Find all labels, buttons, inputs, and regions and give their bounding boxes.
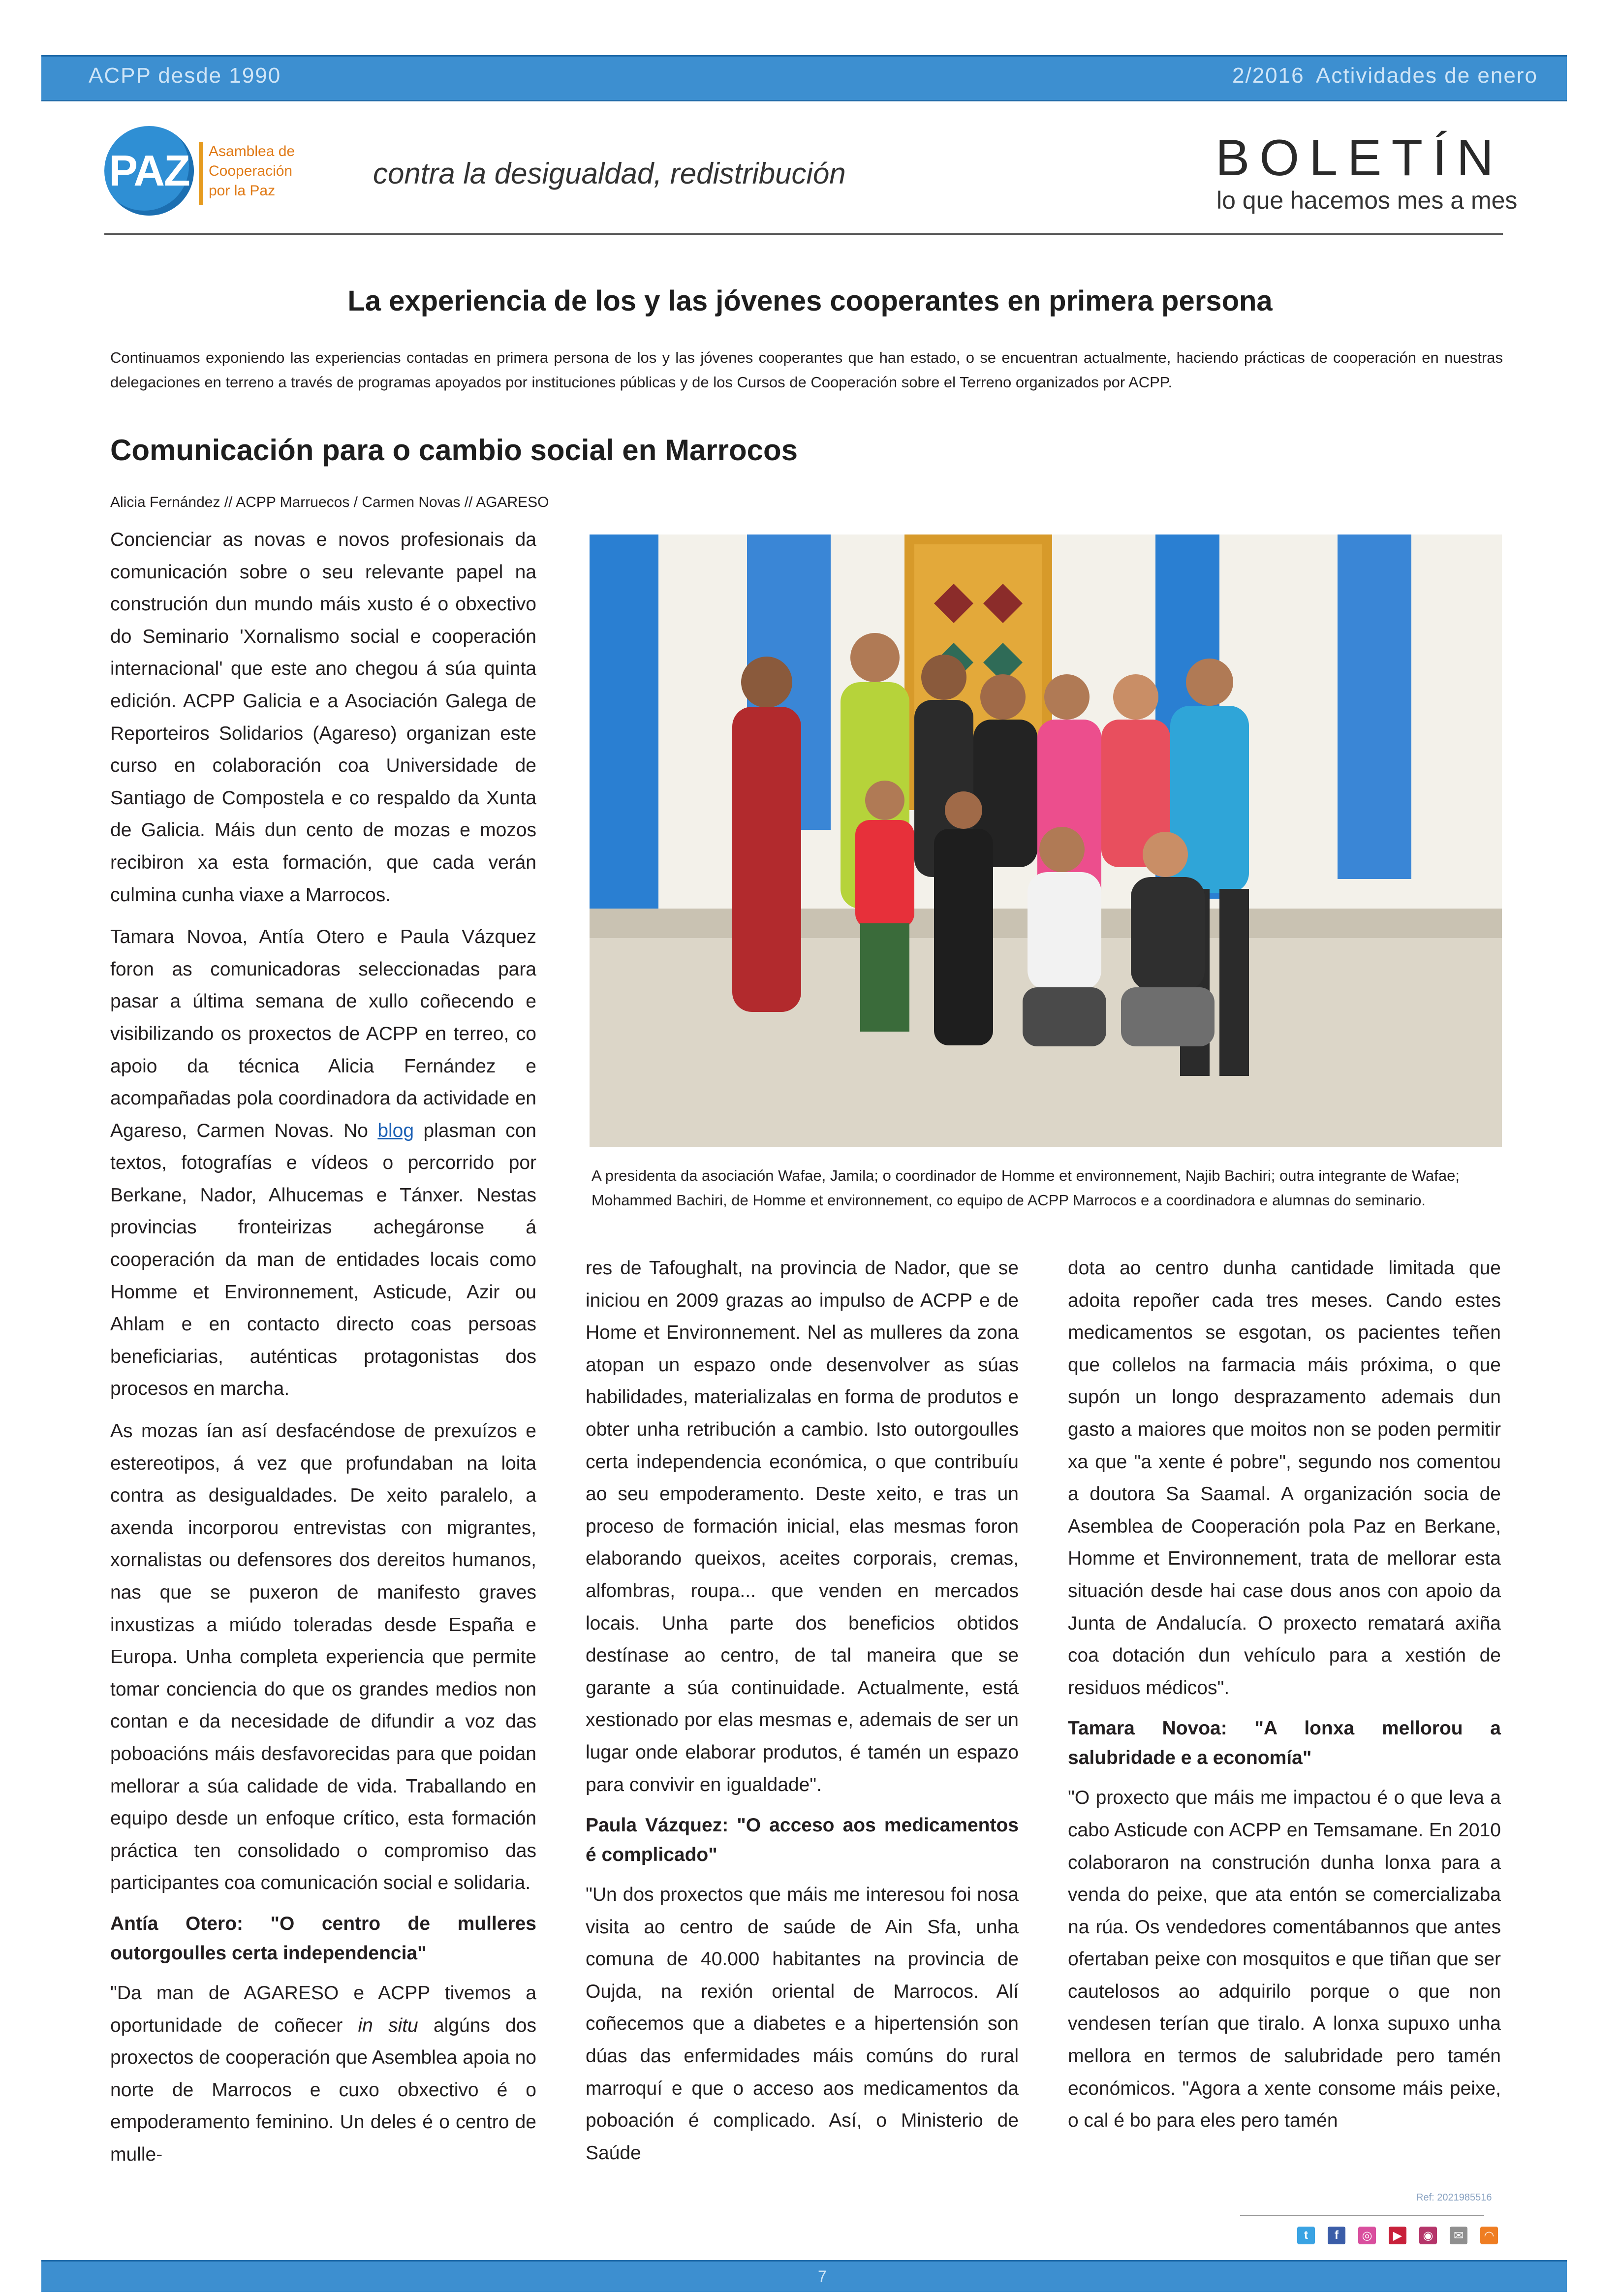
subheading-paula-vazquez: Paula Vázquez: "O acceso aos medicamentos é complicado" (586, 1815, 1019, 1866)
header-tagline: contra la desigualdad, redistribución (373, 157, 846, 190)
intro-paragraph: Continuamos exponiendo las experiencias contadas en primera persona de los y las jóvenes cooperantes que han estado, o se encuentran actualmente, haciendo prácticas de cooperación en nuestras delegaciones en terreno a través de programas apoyados por instituciones públicas y de los Cursos de Cooperación sobre el Terreno organizados por ACPP. (110, 349, 1503, 391)
paz-logo (104, 126, 194, 216)
issue-section: Actividades de enero (1316, 63, 1538, 88)
article-column-3 (1068, 1252, 1501, 2147)
paragraph-text: algúns dos proxectos de cooperación que Asemblea apoia no norte de Marrocos e cuxo obxectivo é o empoderamento feminino. Un deles é o centro de mulle- (110, 2014, 536, 2165)
blog-link[interactable]: blog (377, 1120, 414, 1141)
bottom-banner (41, 2260, 1567, 2292)
italic-term: in situ (358, 2014, 418, 2036)
byline: Alicia Fernández // ACPP Marruecos / Carmen Novas // AGARESO (110, 494, 549, 510)
rss-icon[interactable]: ◠ (1480, 2227, 1498, 2244)
issue-number: 2/2016 (1232, 63, 1305, 88)
paragraph-text: "Da man de AGARESO e ACPP tivemos a oportunidade de coñecer (110, 1982, 536, 2036)
flickr-icon[interactable]: ◎ (1358, 2227, 1376, 2244)
email-icon[interactable]: ✉ (1450, 2227, 1467, 2244)
subheading-antia-otero: Antía Otero: "O centro de mulleres outorgoulles certa independencia" (110, 1913, 536, 1964)
photo-caption: A presidenta da asociación Wafae, Jamila; o coordinador de Homme et environnement, Najib Bachiri; outra integrante de Wafae; Mohammed Bachiri, de Homme et environnement, co equipo de ACPP Marrocos e a coordinadora e alumnas do seminario. (592, 1167, 1460, 1209)
group-photo-illustration (590, 535, 1502, 1147)
paragraph (110, 921, 536, 1405)
paragraph: "O proxecto que máis me impactou é o que leva a cabo Asticude con ACPP en Temsamane. En 2010 colaboraron na construción dunha lonxa para a venda do peixe, que ata entón se comercializaba na rúa. Os vendedores comentábannos que antes ofertaban peixe con mosquitos e que tiñan que ser cautelosos ao adquirilo porque o que non vendesen terían que tiralo. A lonxa supuxo unha mellora en termos de salubridade pero tamén económicos. "Agora a xente consome máis peixe, o cal é bo para eles pero tamén (1068, 1787, 1501, 2132)
logo-line-2: Cooperación (209, 163, 293, 179)
paragraph: Concienciar as novas e novos profesionais da comunicación sobre o seu relevante papel na construción dun mundo máis xusto é o obxectivo do Seminario 'Xornalismo social e cooperación internacional' que este ano chegou á súa quinta edición. ACPP Galicia e a Asociación Galega de Reporteiros Solidarios (Agareso) organizan este curso en colaboración coa Universidade de Santiago de Compostela e co respaldo da Xunta de Galicia. Máis dun cento de mozas e mozos recibiron xa esta formación, que cada verán culmina cunha viaxe a Marrocos. (110, 529, 536, 906)
page-title: La experiencia de los y las jóvenes cooperantes en primera persona (347, 285, 1273, 317)
page-number: 7 (818, 2267, 827, 2285)
footer-divider (1240, 2215, 1484, 2216)
paragraph (110, 1977, 536, 2171)
youtube-icon[interactable]: ▶ (1389, 2227, 1406, 2244)
logo-line-3: por la Paz (209, 183, 276, 199)
facebook-icon[interactable]: f (1328, 2227, 1345, 2244)
instagram-icon[interactable]: ◉ (1419, 2227, 1437, 2244)
logo-line-1: Asamblea de (209, 143, 295, 159)
social-links (1297, 2227, 1498, 2244)
paragraph: res de Tafoughalt, na provincia de Nador, que se iniciou en 2009 grazas ao impulso de ACPP e de Home et Environnement. Nel as mulleres da zona atopan un espazo onde desenvolver as súas habilidades, materializalas en forma de produtos e obter unha retribución a cambio. Isto outorgoulles certa independencia económica, o que contribuíu ao seu empoderamento. Deste xeito, e tras un proceso de formación inicial, elas mesmas foron elaborando queixos, aceites corporais, cremas, alfombras, roupa... que venden en mercados locais. Unha parte dos beneficios obtidos destínase ao centro, de tal maneira que se garante a súa continuidade. Actualmente, está xestionado por elas mesmas e, ademais de ser un lugar onde elaborar produtos, é tamén un espazo para convivir en igualdade". (586, 1258, 1019, 1795)
twitter-icon[interactable]: t (1297, 2227, 1315, 2244)
group-photo (590, 535, 1502, 1147)
newsletter-subtitle: lo que hacemos mes a mes (1216, 187, 1518, 214)
paragraph-text: Tamara Novoa, Antía Otero e Paula Vázquez foron as comunicadoras seleccionadas para pasar a última semana de xullo coñecendo e visibilizando os proxectos de ACPP en terreo, co apoio da técnica Alicia Fernández e acompañadas pola coordinadora da actividade en Agareso, Carmen Novas. No (110, 926, 536, 1141)
header-divider (104, 233, 1503, 235)
paragraph: As mozas ían así desfacéndose de prexuízos e estereotipos, á vez que profundaban na loita contra as desigualdades. De xeito paralelo, a axenda incorporou entrevistas con migrantes, xornalistas ou defensores dos dereitos humanos, nas que se puxeron de manifesto graves inxustizas a miúdo toleradas desde España e Europa. Unha completa experiencia que permite tomar conciencia do que os grandes medios non contan e da necesidade de difundir a voz das poboacións máis desfavorecidas para que poidan mellorar a súa calidade de vida. Traballando en equipo desde un enfoque crítico, esta formación práctica ten consolidado o compromiso das participantes coa comunicación social e solidaria. (110, 1420, 536, 1894)
newsletter-title: BOLETÍN (1215, 129, 1503, 187)
article-column-2 (586, 1252, 1019, 2179)
document-reference: Ref: 2021985516 (1416, 2192, 1492, 2203)
paragraph: dota ao centro dunha cantidade limitada que adoita repoñer cada tres meses. Cando estes medicamentos se esgotan, os pacientes teñen que collelos na farmacia máis próxima, o que supón un longo desprazamento ademais dun gasto a maiores que moitos non se poden permitir xa que "a xente é pobre", segundo nos comentou a doutora Sa Saamal. A organización socia de Asemblea de Cooperación pola Paz en Berkane, Homme et Environnement, trata de mellorar esta situación desde hai case dous anos con apoio da Junta de Andalucía. O proxecto rematará axiña coa dotación dun vehículo para a xestión de residuos médicos". (1068, 1258, 1501, 1698)
logo-organization-name (209, 142, 295, 201)
article-column-1 (110, 524, 536, 2181)
banner-left-text: ACPP desde 1990 (89, 63, 281, 88)
paragraph: "Un dos proxectos que máis me interesou foi nosa visita ao centro de saúde de Ain Sfa, unha comuna de 40.000 habitantes na provincia de Oujda, na rexión oriental de Marrocos. Alí coñecemos que a diabetes e a hipertensión son dúas das enfermidades máis comúns do rural marroquí e que o acceso aos medicamentos da poboación é complicado. Así, o Ministerio de Saúde (586, 1884, 1019, 2164)
section-title: Comunicación para o cambio social en Marrocos (110, 434, 798, 467)
paragraph-text: plasman con textos, fotografías e vídeos o percorrido por Berkane, Nador, Alhucemas e Tánxer. Nestas provincias fronteirizas achegáronse á cooperación da man de entidades locais como Homme et Environnement, Asticude, Azir ou Ahlam e en contacto directo coas persoas beneficiarias, auténticas protagonistas dos procesos en marcha. (110, 1120, 536, 1400)
logo-divider (199, 142, 203, 205)
logo-word: PAZ (109, 146, 189, 195)
subheading-tamara-novoa: Tamara Novoa: "A lonxa mellorou a salubridade e a economía" (1068, 1718, 1501, 1769)
top-banner (41, 55, 1567, 101)
